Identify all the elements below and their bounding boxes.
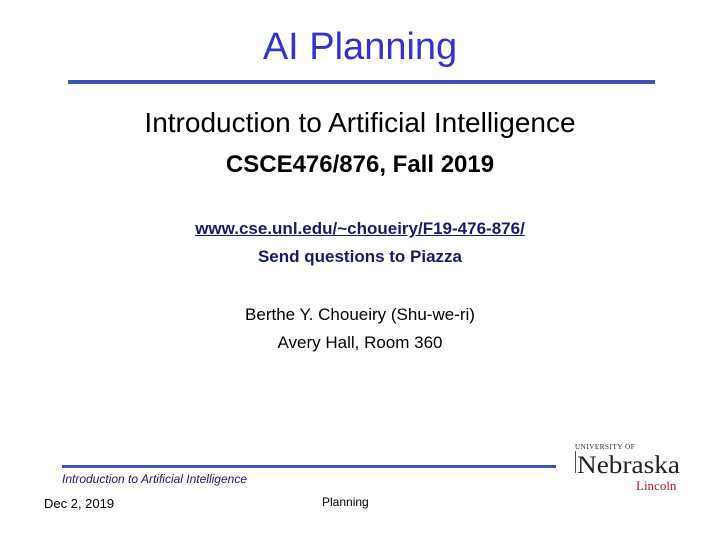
piazza-note: Send questions to Piazza <box>257 247 463 266</box>
footer-divider <box>62 465 556 468</box>
course-url-link[interactable]: www.cse.unl.edu/~choueiry/F19-476-876/ <box>195 219 525 238</box>
logo-nebraska-text: Nebraska <box>577 452 680 479</box>
footer-topic: Planning <box>322 495 369 509</box>
logo-university-text: UNIVERSITY OF <box>575 443 636 451</box>
author-room: Avery Hall, Room 360 <box>277 333 443 352</box>
unl-logo <box>572 440 684 496</box>
footer-date: Dec 2, 2019 <box>44 496 115 511</box>
author-name: Berthe Y. Choueiry (Shu-we-ri) <box>245 305 475 324</box>
logo-left-bar <box>575 451 576 473</box>
footer-course: Introduction to Artificial Intelligence <box>62 472 247 486</box>
title-divider <box>68 80 655 84</box>
slide-subtitle: Introduction to Artificial Intelligence <box>144 107 576 138</box>
slide-title: AI Planning <box>262 26 458 68</box>
course-info: CSCE476/876, Fall 2019 <box>225 151 495 178</box>
logo-lincoln-text: Lincoln <box>636 478 677 493</box>
